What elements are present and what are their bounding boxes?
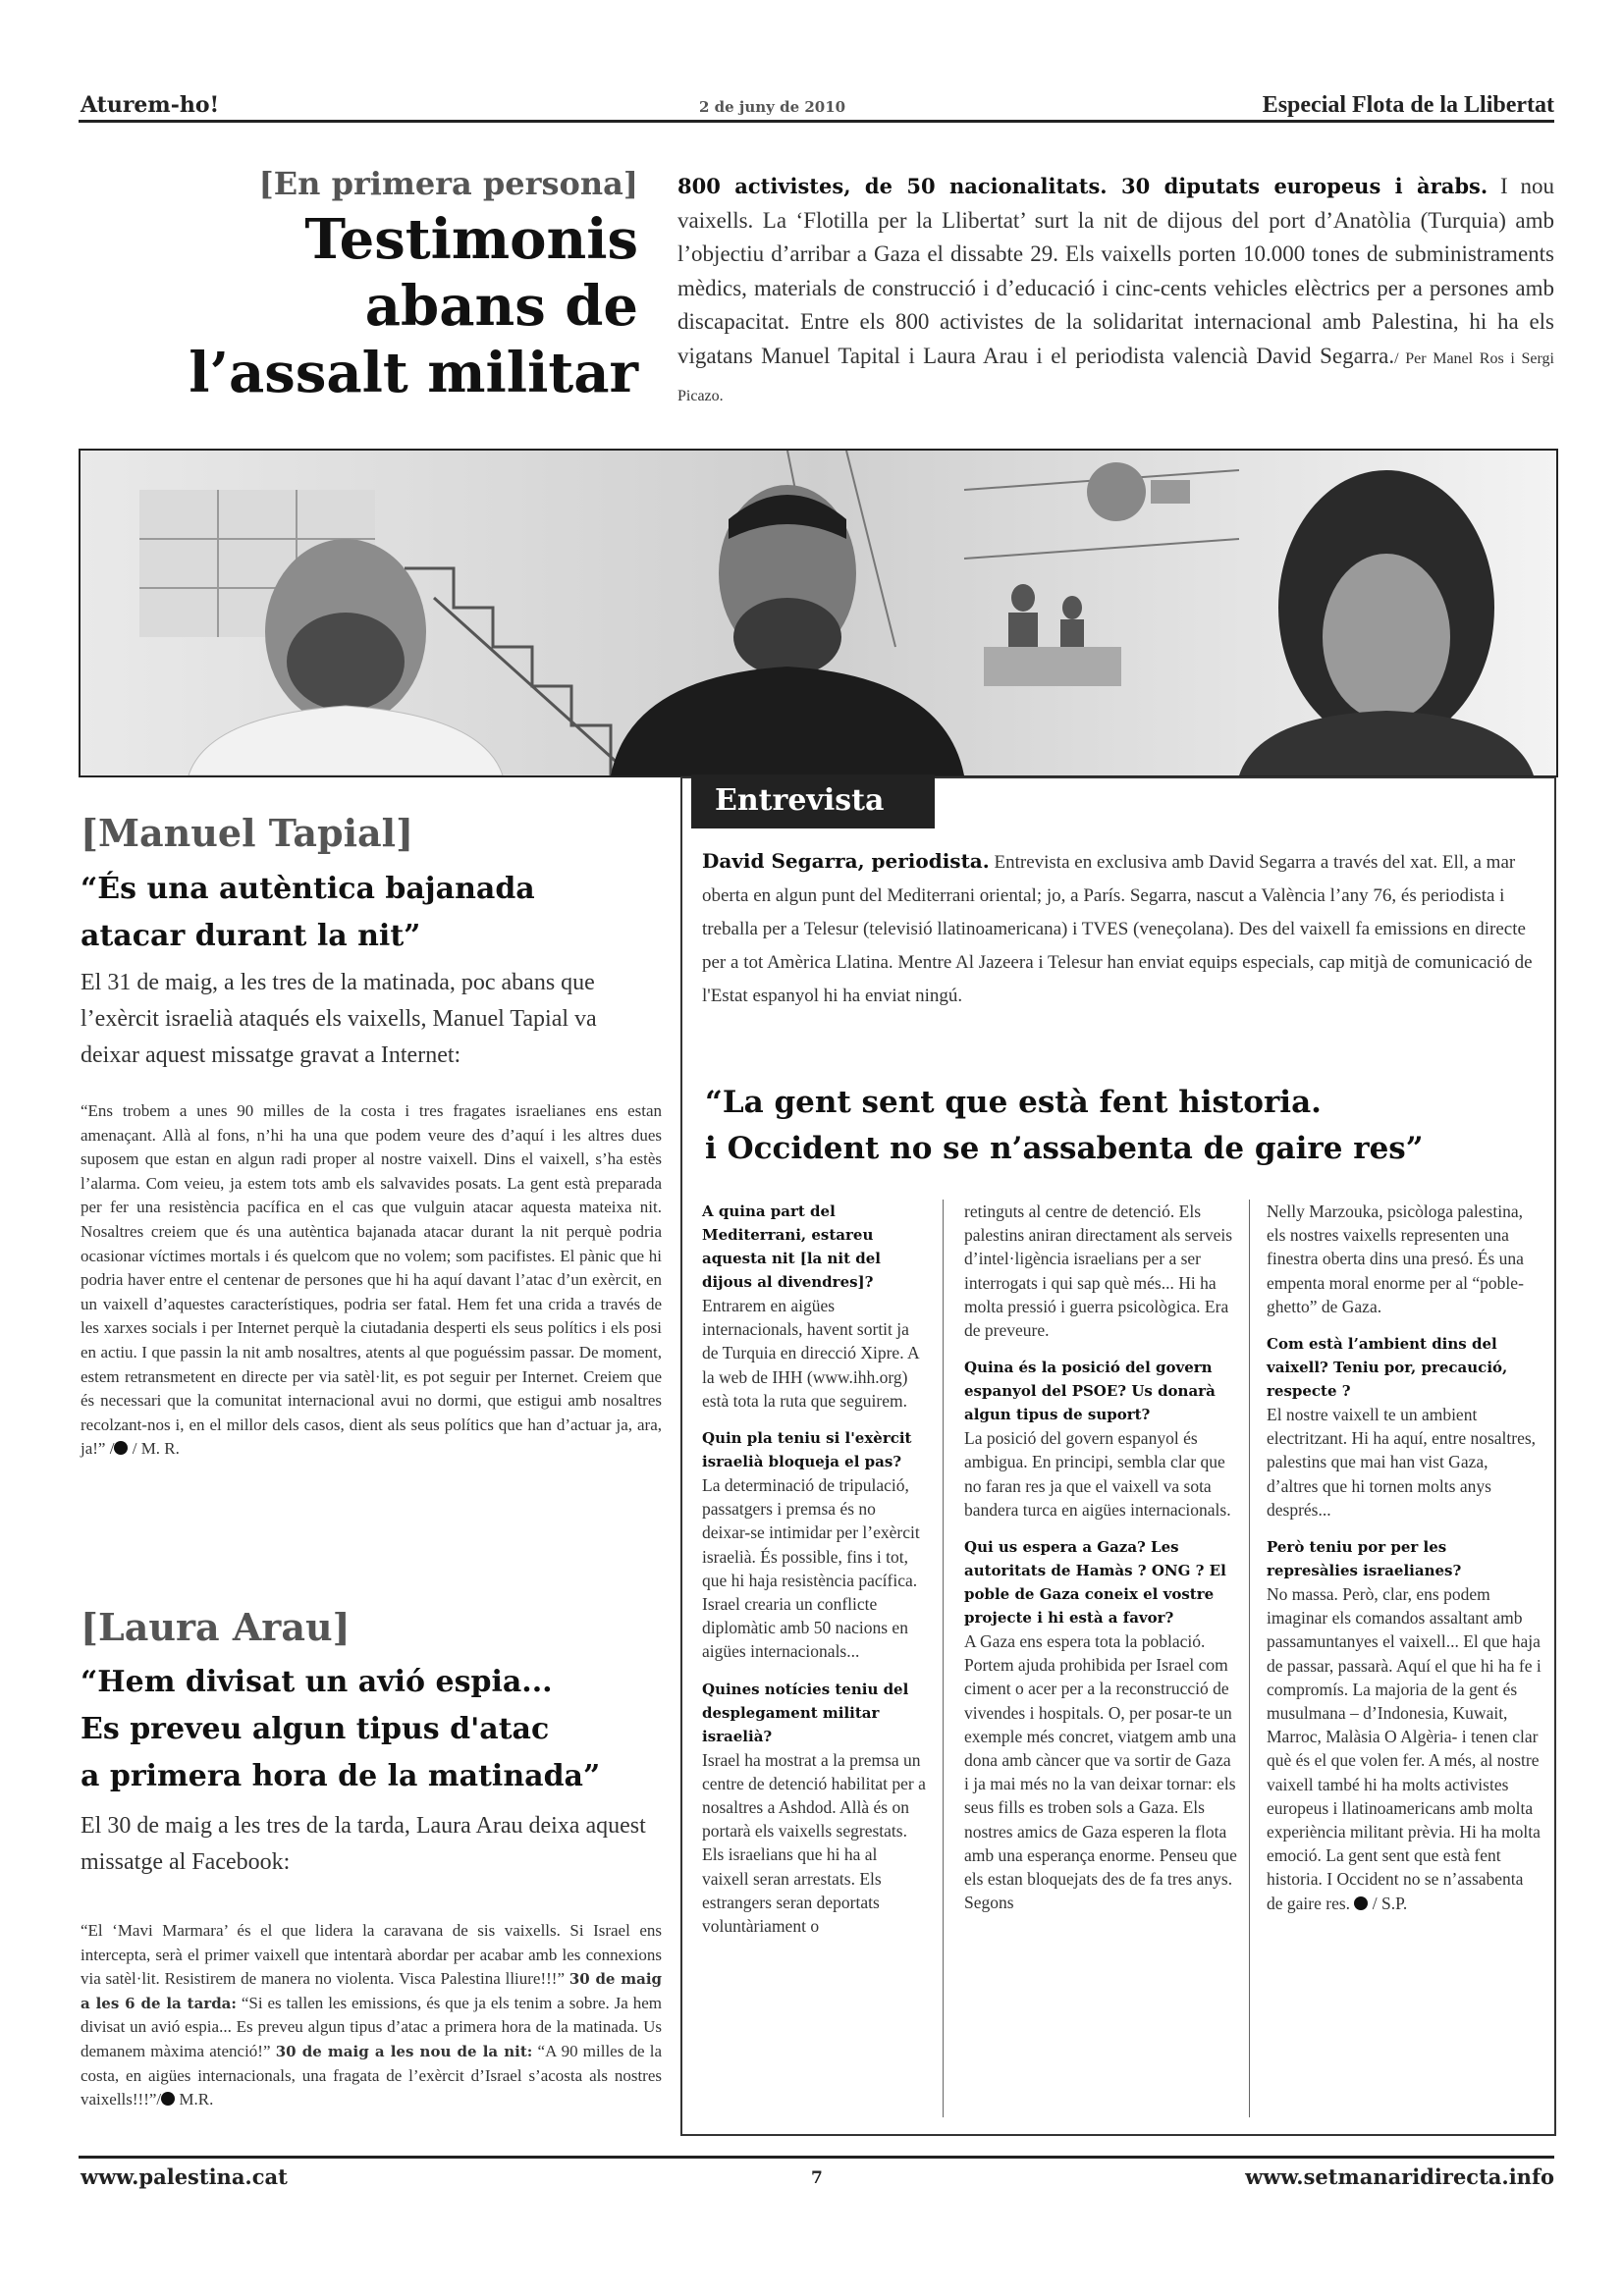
- header-special: Especial Flota de la Llibertat: [1262, 92, 1554, 118]
- interview-column-1: [702, 1200, 928, 1938]
- footer-left-link[interactable]: www.palestina.cat: [81, 2164, 288, 2189]
- question: Quin pla teniu si l'exèrcit israelià bloqueja el pas?: [702, 1429, 912, 1471]
- footer-right-link[interactable]: www.setmanaridirecta.info: [1245, 2164, 1554, 2189]
- photo-three-activists: [79, 449, 1558, 777]
- answer: retinguts al centre de detenció. Els palestins aniran directament als serveis d’intel·ligència israelians per a ser interrogats i qui sap què més... Hi ha molta pressió i guerra psicològica. Era de preveure.: [964, 1201, 1233, 1341]
- arau-name: [Laura Arau]: [81, 1605, 351, 1649]
- title-line: abans de: [364, 274, 638, 339]
- answer: Entrarem en aigües internacionals, havent sortit ja de Turquia en direcció Xipre. A la web de IHH (www.ihh.org) està tota la ruta que seguirem.: [702, 1296, 919, 1411]
- interview-lead-body: Entrevista en exclusiva amb David Segarra a través del xat. Ell, a mar oberta en algun punt del Mediterrani oriental; jo, a París. Segarra, nascut a València l’any 76, és periodista i treballa per a Telesur (televisió llatinoamericana) i TVES (veneçolana). Des del vaixell fa emissions en directe per a tot Amèrica Llatina. Mentre Al Jazeera i Telesur han enviat equips especials, cap mitjà de comunicació de l'Estat espanyol hi ha enviat ningú.: [702, 852, 1533, 1006]
- tapial-sign: / M. R.: [132, 1439, 180, 1459]
- column-divider: [1249, 1200, 1250, 2117]
- answer: [1267, 1582, 1542, 1915]
- intro-body: I nou vaixells. La ‘Flotilla per la Llibertat’ surt la nit de dijous del port d’Anatòlia (Turquia) amb l’objectiu d’arribar a Gaza el dissabte 29. Els vaixells porten 10.000 tones de subministraments mèdics, materials de construcció i d’educació i cinc-cents vehicles elèctrics per a persones amb discapacitat. Entre els 800 activistes de la solidaritat internacional amb Palestina, hi ha els vigatans Manuel Tapital i Laura Arau i el periodista valencià David Segarra.: [677, 174, 1554, 368]
- page-number: 7: [811, 2168, 823, 2188]
- quote-line: atacar durant la nit”: [81, 919, 421, 953]
- quote-line: “La gent sent que està fent historia.: [705, 1085, 1322, 1120]
- question: Quina és la posició del govern espanyol del PSOE? Us donarà algun tipus de suport?: [964, 1359, 1216, 1424]
- title-line: Testimonis: [304, 207, 638, 272]
- question: Però teniu por per les represàlies israelianes?: [1267, 1538, 1462, 1580]
- tapial-name: [Manuel Tapial]: [81, 811, 414, 855]
- tapial-quote: [81, 866, 670, 960]
- arau-time-2: 30 de maig a les nou de la nit:: [275, 2042, 533, 2060]
- answer: La determinació de tripulació, passatgers i premsa és no deixar-se intimidar per l’exèrcit israelià. És possible, fins i tot, que hi haja resistència pacífica. Israel crearia un conflicte diplomàtic amb 50 nacions en aigües internacionals...: [702, 1475, 920, 1662]
- bullet-icon: [114, 1441, 128, 1455]
- tapial-lead: El 31 de maig, a les tres de la matinada, poc abans que l’exèrcit israelià ataqués els vaixells, Manuel Tapial va deixar aquest missatge gravat a Internet:: [81, 970, 597, 1068]
- arau-text-1: “El ‘Mavi Marmara’ és el que lidera la caravana de sis vaixells. Si Israel ens intercepta, serà el primer vaixell que intentarà abordar per acabar amb les connexions via satèl·lit. Resistirem de manera no violenta. Visca Palestina lliure!!!”: [81, 1921, 662, 1989]
- interview-column-3: [1267, 1200, 1542, 1915]
- interview-lead-bold: David Segarra, periodista.: [702, 849, 990, 873]
- answer-text: No massa. Però, clar, ens podem imaginar els comandos assaltant amb passamuntanyes el vaixell... El que haja de passar, passarà. Aquí el que hi ha fe i compromís. La majoria de la gent és musulmana – d’Indonesia, Kuwait, Marroc, Malàsia O Algèria- i tenen clar què és el que volen fer. A més, al nostre vaixell també hi ha molts activistes europeus i llatinoamericans amb molta experiència militant prèvia. Hi ha molta emoció. La gent sent que està fent historia. I Occident no se n’assabenta de gaire res.: [1267, 1584, 1542, 1913]
- answer: La posició del govern espanyol és ambigua. En principi, sembla clar que no faran res ja que el vaixell va sota bandera turca en aigües internacionals.: [964, 1428, 1231, 1520]
- bullet-icon: [161, 2092, 175, 2106]
- interview-headline: [705, 1080, 1549, 1172]
- answer: Israel ha mostrat a la premsa un centre de detenció habilitat per a nosaltres a Ashdod. Allà és on portarà els vaixells segrestats. Els israelians que hi ha al vaixell seran arrestats. Els estrangers seran deportats voluntàriament o: [702, 1749, 926, 1937]
- arau-time-1: 30 de maig a les 6 de la tarda:: [81, 1970, 663, 2012]
- tapial-message-text: “Ens trobem a unes 90 milles de la costa i tres fragates israelianes ens estan amenaçant. Allà al fons, n’hi ha una que podem veure des d’aquí i les altres dues suposem que estan en algun radi proper al nostre vaixell. Dins el vaixell, s’ha estès l’alarma. Com veieu, ja estem tots amb els salvavides posats. La gent està preparada per fer una resistència pacífica en el cas que vulguin atacar aquesta mateixa nit. Nosaltres creiem que és una autèntica bajanada atacar durant la nit perquè podria ocasionar víctimes mortals i és quelcom que no volem; som pacifistes. El pànic que hi podria haver entre el centenar de persones que hi ha aquí davant l’atac d’un exèrcit, en un vaixell d’aquestes característiques, podria ser fatal. Hem fet una crida a través de les xarxes socials i per Internet perquè la ciutadania desperti els seus polítics i els posi en actiu. I que passin la nit amb nosaltres, atents al que poguéssim passar. De moment, estem retransmetent en directe per via satèl·lit, es pot seguir per Internet. Creiem que és necessari que la comunitat internacional avui no dormi, que estigui amb nosaltres recolzant-nos i, en el millor dels casos, dient als seus polítics que han d’actuar ja, ara, ja!”: [81, 1101, 662, 1459]
- question: Qui us espera a Gaza? Les autoritats de Hamàs ? ONG ? El poble de Gaza coneix el vostre projecte i hi està a favor?: [964, 1538, 1226, 1628]
- header-section: Aturem-ho!: [81, 92, 220, 118]
- header-date: 2 de juny de 2010: [699, 98, 846, 116]
- interview-label: Entrevista: [691, 774, 935, 828]
- arau-lead: El 30 de maig a les tres de la tarda, Laura Arau deixa aquest missatge al Facebook:: [81, 1813, 646, 1875]
- question: Quines notícies teniu del desplegament militar israelià?: [702, 1680, 909, 1745]
- quote-line: Es preveu algun tipus d'atac: [81, 1712, 550, 1746]
- title-line: l’assalt militar: [189, 341, 638, 405]
- intro-lead: 800 activistes, de 50 nacionalitats. 30 diputats europeus i àrabs.: [677, 174, 1488, 198]
- arau-quote: [81, 1659, 689, 1800]
- tapial-message: “Ens trobem a unes 90 milles de la costa i tres fragates israelianes ens estan amenaçant. Allà al fons, n’hi ha una que podem veure des d’aquí i les altres dues suposem que estan en algun radi proper al nostre vaixell. Dins el vaixell, s’ha estès l’alarma. Com veieu, ja estem tots amb els salvavides posats. La gent està preparada per fer una resistència pacífica en el cas que vulguin atacar aquesta mateixa nit. Nosaltres creiem que és una autèntica bajanada atacar durant la nit perquè podria ocasionar víctimes mortals i és quelcom que no volem; som pacifistes. El pànic que hi podria haver entre el centenar de persones que hi ha aquí davant l’atac d’un exèrcit, en un vaixell d’aquestes característiques, podria ser fatal. Hem fet una crida a través de les xarxes socials i per Internet perquè la ciutadania desperti els seus polítics i els posi en actiu. I que passin la nit amb nosaltres, atents al que poguéssim passar. De moment, estem retransmetent en directe per via satèl·lit, es pot seguir per Internet. Creiem que és necessari que la comunitat internacional avui no dormi, que estigui amb nosaltres recolzant-nos i, en el millor dels casos, dient als seus polítics que han d’actuar ja, ara, ja!” / / M. R.: [81, 1101, 662, 1459]
- header-rule: [79, 120, 1554, 123]
- column-divider: [943, 1200, 944, 2117]
- arau-text-3: “A 90 milles de la costa, en aigües internacionals, una fragata de l’exèrcit d’Israel s’acosta als nostres vaixells!!!”/: [81, 2041, 663, 2109]
- answer: Nelly Marzouka, psicòloga palestina, els nostres vaixells representen una finestra oberta dins una presó. És una empenta moral enorme per al “poble-ghetto” de Gaza.: [1267, 1201, 1524, 1316]
- interview-sign: / S.P.: [1372, 1893, 1408, 1913]
- intro-byline: / Per Manel Ros i Sergi Picazo.: [677, 349, 1554, 404]
- arau-text-2: “Si es tallen les emissions, és que ja els tenim a sobre. Ja hem divisat un avió espia... Es preveu algun tipus d’atac a primera hora de la matinada. Us demanem màxima atenció!”: [81, 1993, 663, 2060]
- photo-illustration: [81, 451, 1556, 775]
- quote-line: “És una autèntica bajanada: [81, 872, 535, 906]
- answer: El nostre vaixell te un ambient electritzant. Hi ha aquí, entre nosaltres, palestins que mai han vist Gaza, d’altres que hi tornen molts anys després...: [1267, 1405, 1537, 1520]
- arau-message: [81, 1919, 662, 2112]
- page-title: [189, 206, 638, 406]
- answer: A Gaza ens espera tota la població. Portem ajuda prohibida per Israel com ciment o acer per a la reconstrucció de vivendes i hospitals. O, per posar-te un exemple més concret, viatgem amb una dona amb càncer que va sortir de Gaza i ja mai més no la van deixar tornar: els seus fills es troben sols a Gaza. Els nostres amics de Gaza esperen la flota amb una esperança enorme. Penseu que els estan bloquejats des de fa tres anys. Segons: [964, 1631, 1237, 1913]
- intro-paragraph: [677, 170, 1554, 413]
- quote-line: a primera hora de la matinada”: [81, 1759, 601, 1793]
- question: Com està l’ambient dins del vaixell? Teniu por, precaució, respecte ?: [1267, 1335, 1508, 1401]
- bullet-icon: [1354, 1896, 1368, 1910]
- interview-lead: [702, 844, 1537, 1013]
- interview-column-2: [964, 1200, 1239, 1914]
- footer-rule: [79, 2156, 1554, 2159]
- arau-sign: M.R.: [179, 2090, 214, 2109]
- quote-line: i Occident no se n’assabenta de gaire res”: [705, 1131, 1424, 1166]
- question: A quina part del Mediterrani, estareu aquesta nit [la nit del dijous al divendres]?: [702, 1202, 881, 1291]
- quote-line: “Hem divisat un avió espia...: [81, 1665, 553, 1699]
- kicker: [En primera persona]: [258, 165, 638, 202]
